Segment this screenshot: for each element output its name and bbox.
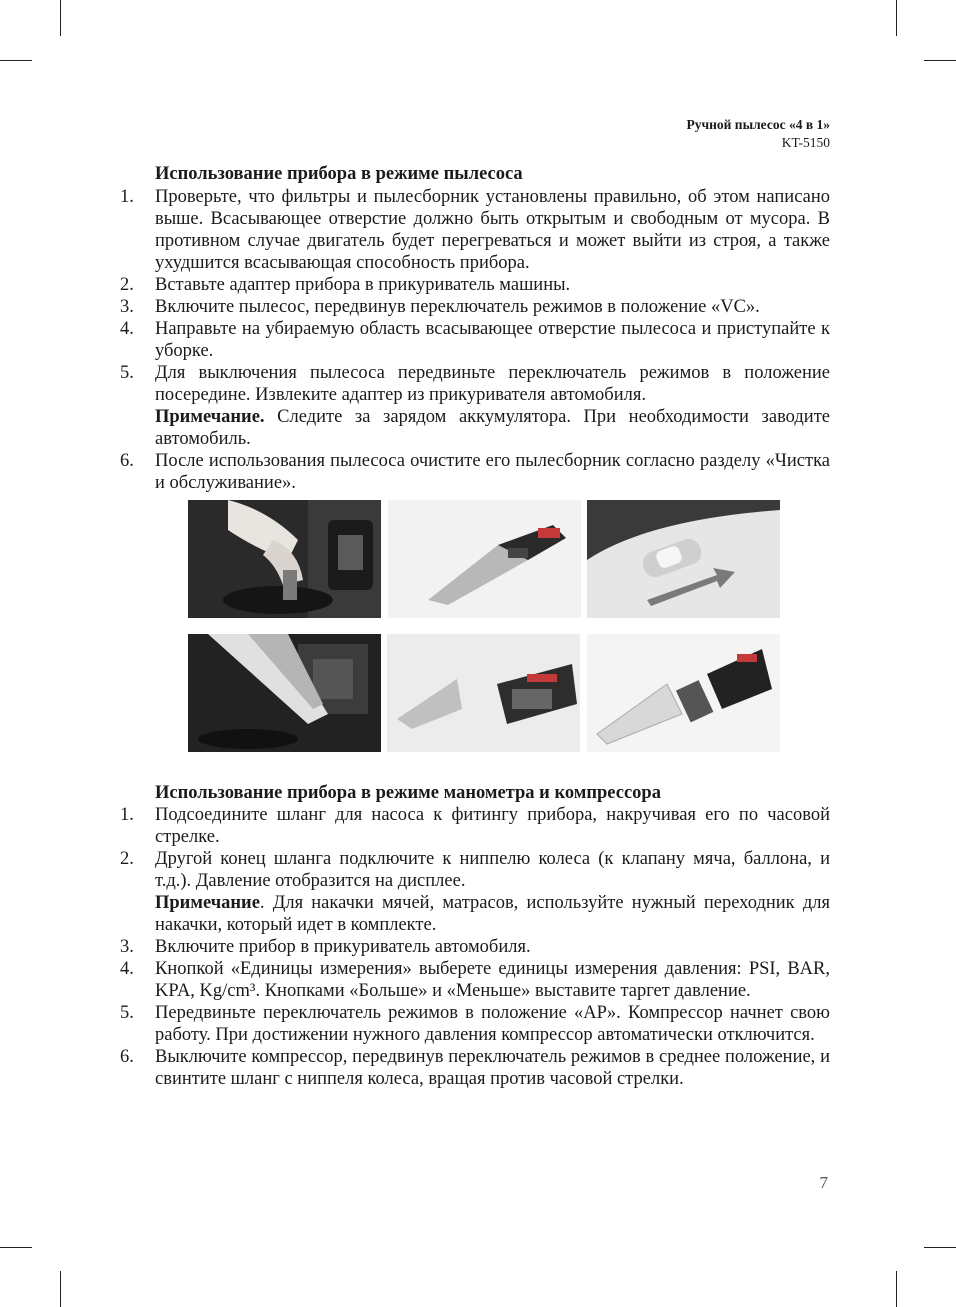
photo-grid <box>188 500 780 754</box>
photo-vacuuming-console <box>188 634 381 752</box>
running-header <box>687 116 831 152</box>
crop-mark <box>924 1247 956 1248</box>
header-title: Ручной пылесос «4 в 1» <box>686 117 830 132</box>
crop-mark <box>60 1271 61 1307</box>
crop-mark <box>896 1271 897 1307</box>
compressor-steps-list <box>120 804 830 1090</box>
note-label: Примечание. <box>155 407 265 427</box>
section-title-vacuum: Использование прибора в режиме пылесоса <box>155 164 523 184</box>
list-item: 5. Для выключения пылесоса передвиньте переключатель режимов в положение посередине. Извлеките адаптер из прикуривателя автомобиля. Примечание. Следите за зарядом аккумулятора. При необходимости заводите автомобиль. <box>120 363 831 449</box>
list-item: 4. Кнопкой «Единицы измерения» выберете единицы измерения давления: PSI, BAR, KPA, Kg/cm³. Кнопками «Больше» и «Меньше» выставите таргет давление. <box>120 959 830 1001</box>
photo-vacuum-product <box>388 500 581 618</box>
note: Примечание. Следите за зарядом аккумулятора. При необходимости заводите автомобиль. <box>155 407 831 449</box>
header-model: KT-5150 <box>781 135 830 150</box>
crop-mark <box>0 60 32 61</box>
list-item: 5. Передвиньте переключатель режимов в положение «AP». Компрессор начнет свою работу. При достижении нужного давления компрессор автоматически отключится. <box>120 1003 830 1045</box>
list-item: 4. Направьте на убираемую область всасывающее отверстие пылесоса и приступайте к уборке. <box>120 319 830 361</box>
list-item: 1. Проверьте, что фильтры и пылесборник установлены правильно, об этом написано выше. Всасывающее отверстие должно быть открытым и свободным от мусора. В противном случае двигатель будет перегреваться и может выйти из строя, а также ухудшится всасывающая способность прибора. <box>120 187 830 273</box>
list-item: 3. Включите пылесос, передвинув переключатель режимов в положение «VC». <box>120 297 760 317</box>
list-item: 2. Вставьте адаптер прибора в прикуриватель машины. <box>120 275 571 295</box>
list-item: 1. Подсоедините шланг для насоса к фитингу прибора, накручивая его по часовой стрелке. <box>120 805 830 847</box>
vacuum-steps-list <box>120 186 830 494</box>
photo-filter-container <box>587 634 780 752</box>
list-item: 6. После использования пылесоса очистите его пылесборник согласно разделу «Чистка и обслуживание». <box>120 451 830 493</box>
crop-mark <box>896 0 897 36</box>
crop-mark <box>0 1247 32 1248</box>
photo-mode-switch <box>587 500 780 618</box>
crop-mark <box>60 0 61 36</box>
photo-car-interior-hand <box>188 500 381 618</box>
note: Примечание. Для накачки мячей, матрасов, используйте нужный переходник для накачки, который идет в комплекте. <box>155 893 830 935</box>
list-item: 6. Выключите компрессор, передвинув переключатель режимов в среднее положение, и свинтите шланг с ниппеля колеса, вращая против часовой стрелки. <box>120 1047 830 1089</box>
list-item: 3. Включите прибор в прикуриватель автомобиля. <box>120 937 531 957</box>
list-item: 2. Другой конец шланга подключите к ниппелю колеса (к клапану мяча, баллона, и т.д.). Давление отобразится на дисплее. Примечание. Для накачки мячей, матрасов, используйте нужный переходник для накачки, который идет в комплекте. <box>120 849 830 935</box>
page-number: 7 <box>819 1173 828 1192</box>
note-label: Примечание <box>155 893 260 913</box>
crop-mark <box>924 60 956 61</box>
section-title-compressor: Использование прибора в режиме манометра и компрессора <box>155 783 661 803</box>
photo-vacuum-disassembled <box>387 634 580 752</box>
